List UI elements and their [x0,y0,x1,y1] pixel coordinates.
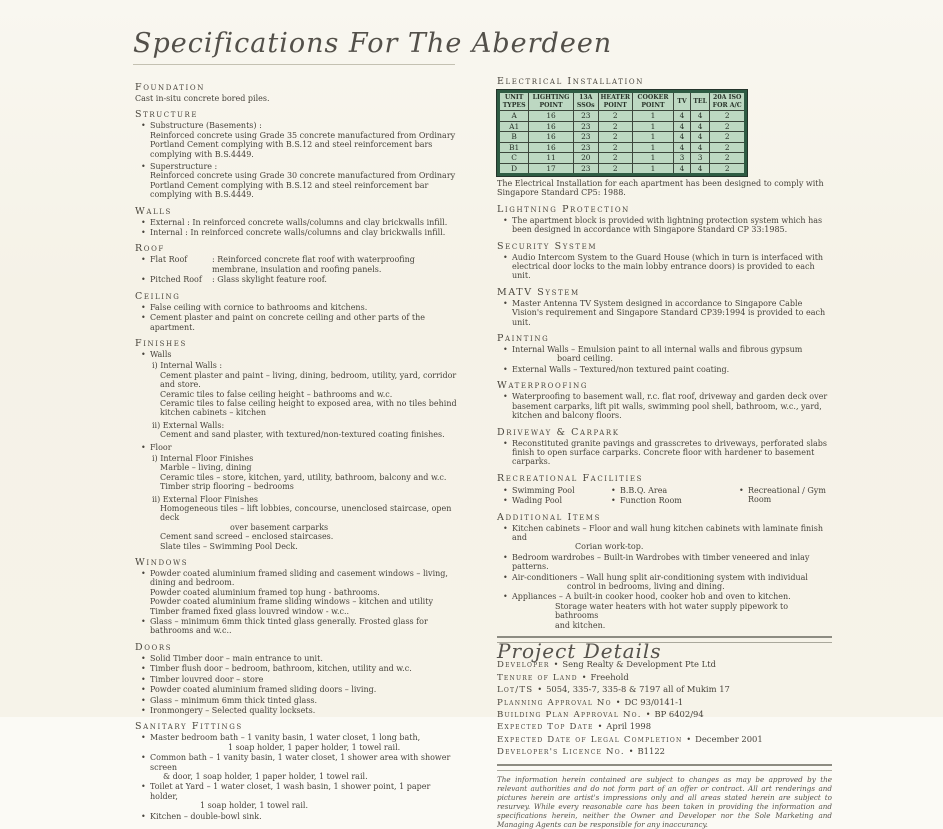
section-heading: Foundation [135,82,205,93]
item-line: • Powder coated aluminium framed sliding and casement windows – living, dining and bedroom. [150,569,448,588]
section-recreational-facilities [497,473,832,506]
list-item: • Kitchen – double-bowl sink. [135,812,457,821]
sub-line: Ceramic tiles to false ceiling height to exposed area, with no tiles behind kitchen cabinets – kitchen [160,398,457,418]
section-heading: Electrical Installation [497,76,644,87]
table-cell: 23 [573,111,598,122]
left-column [135,76,457,821]
item-line: • Toilet at Yard – 1 water closet, 1 wash basin, 1 shower point, 1 paper holder, [150,782,431,801]
section-heading: Lightning Protection [497,203,630,215]
sub-line: Cement sand screed – enclosed staircases. [160,532,334,542]
project-row [497,747,832,757]
project-row [497,710,832,720]
table-header-cell: 13A SSOs [573,92,598,111]
table-cell: 2 [710,132,746,143]
recreational-column [733,485,832,506]
item-line-continuation: & door, 1 soap holder, 1 paper holder, 1 towel rail. [163,771,368,781]
project-row [497,735,832,745]
table-cell: C [499,153,529,164]
item-line: • Master bedroom bath – 1 vanity basin, 1 water closet, 1 long bath, [150,733,421,743]
list-item: • Master Antenna TV System designed in accordance to Singapore Cable Vision's requirement and Singapore Standard CP39:1994 is provided to each unit. [497,299,832,327]
list-item: • External Walls – Textured/non textured paint coating. [497,365,832,374]
table-cell: 1 [632,153,673,164]
item-line: • Air-conditioners – Wall hung split air-conditioning system with individual [512,572,808,582]
table-cell: 20 [573,153,598,164]
bullet-separator: • [553,660,559,670]
item-line-continuation: board ceiling. [557,354,613,364]
list-item: • Audio Intercom System to the Guard House (which in turn is interfaced with electrical door locks to the main lobby entrance doors) is provided to each unit. [497,253,832,281]
table-cell: 4 [690,132,710,143]
section-heading: Windows [135,557,189,569]
section-heading: Painting [497,333,550,345]
table-cell: 23 [573,132,598,143]
list-item: • Walls [135,350,457,359]
table-cell: 1 [632,132,673,143]
project-label: Building Plan Approval No. [497,710,642,721]
list-item: • Timber louvred door – store [135,675,457,684]
list-item [135,753,457,781]
roof-text: : Reinforced concrete flat roof with waterproofing membrane, insulation and roofing panels. [212,255,415,274]
section-heading: Security System [497,240,598,252]
section-structure [135,109,457,199]
sub-label: i) Internal Floor Finishes [152,453,254,463]
project-label: Developer's Licence No. [497,747,625,758]
table-cell: 2 [598,121,632,132]
table-cell: 2 [710,142,746,153]
table-cell: 2 [598,142,632,153]
table-header-cell: UNIT TYPES [499,92,529,111]
table-cell: 2 [710,163,746,175]
table-cell: 16 [529,132,574,143]
table-cell: 1 [632,163,673,175]
list-item: • Glass – minimum 6mm thick tinted glass generally. Frosted glass for bathrooms and w.c.. [135,617,457,636]
list-item: • Wading Pool [497,496,605,505]
list-item: • Powder coated aluminium framed sliding doors – living. [135,685,457,694]
section-electrical [497,76,832,198]
sub-line: Marble – living, dining [160,463,252,473]
item-line: • Internal Walls – Emulsion paint to all internal walls and fibrous gypsum [512,345,803,355]
table-cell: 1 [632,142,673,153]
list-item [135,255,457,274]
list-item: • The apartment block is provided with lightning protection system which has been designed in accordance with Singapore Standard CP 33:1985. [497,216,832,235]
table-row [499,163,746,175]
table-header-cell: LIGHTING POINT [529,92,574,111]
project-value: Freehold [590,671,629,682]
section-waterproofing [497,380,832,420]
table-row [499,142,746,153]
list-item [497,345,832,364]
table-cell: 2 [598,163,632,175]
recreational-grid [497,485,832,506]
item-line-continuation: 1 soap holder, 1 paper holder, 1 towel rail. [228,742,401,752]
project-value: April 1998 [606,721,652,732]
page-title: Specifications For The Aberdeen [133,28,613,59]
list-item [135,733,457,752]
disclaimer-text: The information herein contained are subject to changes as may be approved by the relevant authorities and do not form part of an offer or contract. All art renderings and pictures herein are artist's impressions only and all areas stated herein are subject to resurvey. While every reasonable care has been taken in providing the information and specifications herein, neither the Owner and Developer nor the Sole Marketing and Managing Agents can be responsible for any inaccurancy. [497,774,832,829]
list-item: • Reconstituted granite pavings and grasscretes to driveways, perforated slabs finish to open surface carparks. Concrete floor with hardener to basement carparks. [497,439,832,467]
table-cell: 23 [573,142,598,153]
section-heading: Roof [135,243,165,255]
list-item [497,573,832,592]
item-line: Timber framed fixed glass louvred window - w.c.. [150,606,350,616]
item-line: • Appliances – A built-in cooker hood, cooker hob and oven to kitchen. [512,592,791,602]
divider-rule [497,764,832,771]
section-lightning-protection [497,204,832,235]
bullet-separator: • [615,697,621,707]
sub-line: Cement plaster and paint – living, dining, bedroom, utility, yard, corridor and store. [160,370,457,390]
recreational-column [605,485,733,506]
list-item [135,162,457,200]
table-note: The Electrical Installation for each apartment has been designed to comply with Singapore Standard CP5: 1988. [497,179,824,198]
item-head: • Superstructure : [150,162,218,172]
right-column [497,76,832,829]
table-cell: 23 [573,163,598,175]
section-heading: Doors [135,641,173,653]
table-header-cell: 20A ISO FOR A/C [710,92,746,111]
section-walls [135,206,457,238]
project-row [497,673,832,683]
table-cell: 1 [632,111,673,122]
list-item [135,275,457,284]
electrical-table-head [499,92,746,111]
list-item: • Ironmongery – Selected quality locksets. [135,706,457,715]
list-item: • Timber flush door – bedroom, bathroom, kitchen, utility and w.c. [135,664,457,673]
bullet-separator: • [597,722,603,732]
list-item: • Waterproofing to basement wall, r.c. flat roof, driveway and garden deck over basement carparks, lift pit walls, swimming pool shell, bathroom, w.c., yard, kitchen and balcony floors. [497,392,832,420]
table-cell: 4 [674,142,691,153]
bullet-separator: • [645,710,651,720]
table-cell: 4 [690,111,710,122]
sub-line: Ceramic tiles – store, kitchen, yard, utility, bathroom, balcony and w.c. [160,472,447,482]
item-line: Powder coated aluminium framed top hung - bathrooms. [150,587,380,597]
project-row [497,722,832,732]
table-header-cell: COOKER POINT [632,92,673,111]
list-item [135,782,457,810]
table-cell: B1 [499,142,529,153]
title-rule [133,64,455,65]
bullet-separator: • [686,734,692,744]
sub-line: Timber strip flooring – bedrooms [160,482,294,492]
item-body: Reinforced concrete using Grade 30 concrete manufactured from Ordinary Portland Cement complying with B.S.12 and steel reinforcement bar complying with B.S.4449. [150,171,456,200]
project-label: Developer [497,660,550,671]
item-line-continuation: control in bedrooms, living and dining. [567,581,725,591]
item-line-continuation: Storage water heaters with hot water supply pipework to bathrooms [555,601,789,621]
section-sanitary-fittings [135,721,457,821]
section-additional-items [497,512,832,630]
table-cell: 2 [598,153,632,164]
project-label: Expected Date of Legal Completion [497,734,683,745]
project-value: B1122 [637,746,665,757]
project-value: Seng Realty & Development Pte Ltd [562,659,716,670]
item-line: • Kitchen cabinets – Floor and wall hung kitchen cabinets with laminate finish and [512,523,823,542]
section-project-details [497,639,832,758]
table-row [499,132,746,143]
list-item: • Recreational / Gym Room [733,486,832,505]
section-heading: Structure [135,109,199,121]
project-row [497,660,832,670]
table-cell: 17 [529,163,574,175]
list-item [497,592,832,630]
table-cell: 23 [573,121,598,132]
table-row [499,121,746,132]
table-cell: 2 [710,121,746,132]
table-cell: 4 [674,111,691,122]
table-cell: 3 [690,153,710,164]
list-item: • Function Room [605,496,733,505]
table-cell: B [499,132,529,143]
roof-label: • Flat Roof [150,255,188,265]
table-cell: 4 [674,132,691,143]
table-header-cell: TEL [690,92,710,111]
list-item: • Floor [135,443,457,452]
project-label: Planning Approval No [497,697,612,708]
table-cell: 16 [529,121,574,132]
project-value: 5054, 335-7, 335-8 & 7197 all of Mukim 17 [546,684,730,695]
list-item: • Glass – minimum 6mm thick tinted glass. [135,696,457,705]
item-line-continuation: and kitchen. [555,620,606,630]
list-item: • Internal : In reinforced concrete walls/columns and clay brickwalls infill. [135,228,457,237]
project-value: DC 93/0141-1 [624,696,684,707]
table-cell: 4 [690,121,710,132]
project-value: BP 6402/94 [654,709,704,720]
item-body: Reinforced concrete using Grade 35 concrete manufactured from Ordinary Portland Cement complying with B.S.12 and steel reinforcement bars complying with B.S.4449. [150,130,456,159]
table-cell: 4 [690,163,710,175]
section-windows [135,557,457,636]
body-line: Cast in-situ concrete bored piles. [135,94,270,103]
table-cell: 2 [598,132,632,143]
table-header-row [499,92,746,111]
section-driveway-carpark [497,427,832,467]
project-label: Lot/TS [497,685,534,696]
sub-line-continuation: over basement carparks [230,522,329,532]
recreational-column [497,485,605,506]
item-line: Powder coated aluminium frame sliding windows – kitchen and utility [150,597,433,607]
section-doors [135,642,457,715]
list-item [135,569,457,616]
sub-label: i) Internal Walls : [152,361,223,371]
sub-label: ii) External Walls: [152,420,225,430]
sub-line: Ceramic tiles to false ceiling height – bathrooms and w.c. [160,389,393,399]
table-cell: 3 [674,153,691,164]
table-cell: 2 [710,153,746,164]
electrical-table [497,90,747,176]
table-cell: 4 [674,121,691,132]
table-cell: A1 [499,121,529,132]
table-row [499,111,746,122]
sub-line: Slate tiles – Swimming Pool Deck. [160,541,298,551]
table-row [499,153,746,164]
table-cell: 2 [598,111,632,122]
section-heading: Ceiling [135,290,181,302]
list-item: • False ceiling with cornice to bathrooms and kitchens. [135,303,457,312]
list-item: • Bedroom wardrobes – Built-in Wardrobes with timber veneered and inlay patterns. [497,553,832,572]
table-cell: 4 [674,163,691,175]
item-head: • Substructure (Basements) : [150,121,262,131]
item-line: • Common bath – 1 vanity basin, 1 water closet, 1 shower area with shower screen [150,753,451,772]
roof-label: • Pitched Roof [150,275,202,285]
list-item: • Swimming Pool [497,486,605,495]
list-item [135,121,457,159]
table-cell: 11 [529,153,574,164]
list-item: • Cement plaster and paint on concrete ceiling and other parts of the apartment. [135,313,457,332]
project-value: December 2001 [695,733,763,744]
section-foundation [135,82,457,103]
project-details-title: Project Details [497,639,662,663]
project-label: Expected Top Date [497,722,594,733]
table-cell: A [499,111,529,122]
project-row [497,698,832,708]
bullet-separator: • [581,672,587,682]
list-item: • B.B.Q. Area [605,486,733,495]
section-heading: Walls [135,205,172,217]
table-cell: 16 [529,111,574,122]
section-heading: Recreational Facilities [497,472,644,484]
section-roof [135,243,457,284]
bullet-separator: • [628,747,634,757]
sub-line: Cement and sand plaster, with textured/non-textured coating finishes. [160,430,445,440]
section-heading: Waterproofing [497,380,589,392]
table-cell: 16 [529,142,574,153]
list-item: • External : In reinforced concrete walls/columns and clay brickwalls infill. [135,218,457,227]
table-header-cell: TV [674,92,691,111]
bullet-separator: • [537,685,543,695]
roof-text: : Glass skylight feature roof. [212,275,327,285]
list-item: • Solid Timber door – main entrance to unit. [135,654,457,663]
section-finishes [135,338,457,551]
section-heading: Sanitary Fittings [135,721,243,733]
table-header-cell: HEATER POINT [598,92,632,111]
section-painting [497,333,832,374]
section-matv-system [497,287,832,327]
section-heading: Finishes [135,337,187,349]
item-line-continuation: 1 soap holder, 1 towel rail. [200,801,309,811]
section-heading: Driveway & Carpark [497,426,620,438]
section-heading: MATV System [497,286,580,298]
project-row [497,685,832,695]
table-cell: 4 [690,142,710,153]
electrical-table-body [499,111,746,175]
sub-label: ii) External Floor Finishes [152,494,258,504]
section-ceiling [135,291,457,332]
section-security-system [497,241,832,281]
table-cell: 1 [632,121,673,132]
item-line-continuation: Corian work-top. [575,542,644,552]
list-item [497,524,832,552]
project-label: Tenure of Land [497,672,578,683]
sub-line: Homogeneous tiles – lift lobbies, concourse, unenclosed staircase, open deck [160,504,452,523]
table-cell: D [499,163,529,175]
table-cell: 2 [710,111,746,122]
section-heading: Additional Items [497,511,601,523]
